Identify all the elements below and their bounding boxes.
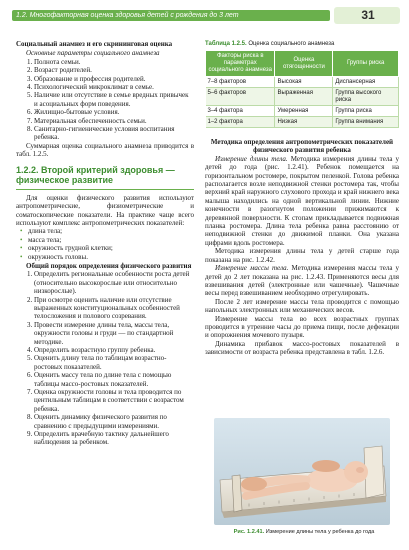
figure-caption bbox=[214, 529, 394, 536]
table-cell: Высокая bbox=[275, 77, 333, 88]
table-header-cell: Факторы риска в параметрах социального анамнеза bbox=[206, 51, 275, 77]
steps-list bbox=[16, 270, 194, 447]
table-label: Таблица 1.2.5. bbox=[205, 41, 247, 47]
table-cell: 1–2 фактора bbox=[206, 117, 275, 128]
list-item: 6. Оценить массу тела по длине тела с помощью таблицы массо-ростовых показателей. bbox=[34, 371, 194, 388]
list-item: • окружность головы. bbox=[28, 253, 194, 261]
social-anamnesis-heading: Социальный анамнез и его скрининговая оценка bbox=[16, 40, 173, 48]
table-header-cell: Оценка отягощенности bbox=[275, 51, 333, 77]
table-cell: Низкая bbox=[275, 117, 333, 128]
table-row bbox=[206, 77, 399, 88]
section-title: 1.2.2. Второй критерий здоровья — физическое развитие bbox=[16, 164, 175, 185]
list-item: 2. При осмотре оценить наличие или отсутствие выраженных конституциональных особенностей телосложения и полового созревания. bbox=[34, 296, 194, 321]
page-number: 31 bbox=[361, 8, 375, 22]
table-cell: Диспансерная bbox=[333, 77, 399, 88]
list-item: 8. Оценить динамику физического развития по сравнению с предыдущими измерениями. bbox=[34, 413, 194, 430]
table-cell: Группа высокого риска bbox=[333, 88, 399, 106]
list-item: 3. Образование и профессия родителей. bbox=[34, 75, 194, 83]
table-cell: 7–8 факторов bbox=[206, 77, 275, 88]
length-paragraph bbox=[205, 155, 399, 247]
right-column bbox=[205, 40, 399, 357]
table-cell: Выраженная bbox=[275, 88, 333, 106]
weight-paragraph bbox=[205, 264, 399, 298]
running-title: 1.2. Многофакторная оценка здоровья детей с рождения до 3 лет bbox=[16, 12, 239, 19]
length-lead: Измерение длины тела. bbox=[215, 154, 288, 163]
indicators-list bbox=[16, 227, 194, 261]
list-item: 9. Определить врачебную тактику дальнейшего наблюдения за ребенком. bbox=[34, 430, 194, 447]
dynamics-paragraph: Динамика прибавок массо-ростовых показателей в зависимости от возраста ребенка представлена в табл. 1.2.6. bbox=[205, 339, 399, 357]
table-cell: Группа внимания bbox=[333, 117, 399, 128]
infant-measurement-photo bbox=[214, 418, 390, 525]
left-column bbox=[16, 40, 194, 447]
infant-measurement-illustration bbox=[214, 418, 390, 525]
table-caption bbox=[205, 40, 399, 48]
social-anamnesis-table bbox=[205, 50, 399, 128]
table-row bbox=[206, 117, 399, 128]
params-list bbox=[16, 58, 194, 142]
table-row bbox=[206, 88, 399, 106]
table-header-cell: Группы риска bbox=[333, 51, 399, 77]
list-item: 2. Возраст родителей. bbox=[34, 66, 194, 74]
list-item: 3. Провести измерение длины тела, массы тела, окружности головы и груди — по стандартной методике. bbox=[34, 321, 194, 346]
list-item: 6. Жилищно-бытовые условия. bbox=[34, 108, 194, 116]
list-item: • окружность грудной клетки; bbox=[28, 244, 194, 252]
list-item: 5. Наличие или отсутствие в семье вредных привычек и асоциальных форм поведения. bbox=[34, 91, 194, 108]
intro-paragraph: Для оценки физического развития используют антропометрические, физиометрические и соматоскопические показатели. На практике чаще всего используют комплекс антропометрических показателей: bbox=[16, 193, 194, 227]
table-cell: 5–6 факторов bbox=[206, 88, 275, 106]
section-divider bbox=[16, 189, 194, 190]
weight-text: Методика измерения массы тела у детей до 2 лет показана на рис. 1.2.43. Применяются весы для взвешивания детей (электронные или чашечные). Чашечные весы перед взвешиванием необходимо отрегулировать. bbox=[205, 264, 400, 298]
table-header-row bbox=[206, 51, 399, 77]
list-item: 7. Оценка окружности головы и тела проводится по центильным таблицам в соответствии с возрастом ребенка. bbox=[34, 388, 194, 413]
list-item: 1. Определить региональные особенности роста детей (относительно высокорослые или относительно низкорослые). bbox=[34, 270, 194, 295]
after-two-paragraph: После 2 лет измерение массы тела проводится с помощью напольных электронных или механических весов. bbox=[205, 297, 399, 315]
list-item: 7. Материальная обеспеченность семьи. bbox=[34, 117, 194, 125]
list-item: 8. Санитарно-гигиенические условия воспитания ребенка. bbox=[34, 125, 194, 142]
figure-label: Рис. 1.2.41. bbox=[233, 529, 265, 535]
table-title: Оценка социального анамнеза bbox=[248, 41, 335, 47]
page-header bbox=[0, 0, 409, 30]
morning-paragraph: Измерение массы тела во всех возрастных группах проводится в утренние часы до приема пищи, после дефекации и опорожнения мочевого пузыря. bbox=[205, 314, 399, 340]
params-lead: Основные параметры социального анамнеза bbox=[26, 49, 160, 58]
list-item: 5. Оценить длину тела по таблицам возрастно-ростовых показателей. bbox=[34, 354, 194, 371]
table-cell: Группа риска bbox=[333, 106, 399, 117]
list-item: 4. Определить возрастную группу ребенка. bbox=[34, 346, 194, 354]
list-item: 1. Полнота семьи. bbox=[34, 58, 194, 66]
length-text: Методика измерения длины тела у детей до года (рис. 1.2.41). Ребенок помещается на горизонтальном ростомере, покрытом пеленкой. Голова ребенка располагается возле неподвижной стенки ростомера так, чтобы верхний край наружного слухового прохода и край нижнего века малыша находились на одной вертикальной линии. Нижние конечности в разогнутом положении прижимаются к деревянной поверхности. К стопам прикладывается подвижная планка ростомера. Длина тела ребенка равна расстоянию от неподвижной стенки до движимой планки. Она указана цифрами вдоль ростомера. bbox=[205, 154, 399, 247]
older-length-paragraph: Методика измерения длины тела у детей старше года показана на рис. 1.2.42. bbox=[205, 247, 399, 264]
params-summary: Суммарная оценка социального анамнеза приводится в табл. 1.2.5. bbox=[16, 141, 194, 159]
table-cell: Умеренная bbox=[275, 106, 333, 117]
order-heading: Общий порядок определения физического развития bbox=[26, 261, 192, 270]
table-cell: 3–4 фактора bbox=[206, 106, 275, 117]
list-item: 4. Психологический микроклимат в семье. bbox=[34, 83, 194, 91]
table-row bbox=[206, 106, 399, 117]
weight-lead: Измерение массы тела. bbox=[215, 264, 289, 273]
method-heading: Методика определения антропометрических показателей физического развития ребенка bbox=[210, 138, 394, 155]
list-item: • длина тела; bbox=[28, 227, 194, 235]
list-item: • масса тела; bbox=[28, 236, 194, 244]
figure-caption-text: Измерение длины тела у ребенка до года bbox=[265, 529, 375, 535]
